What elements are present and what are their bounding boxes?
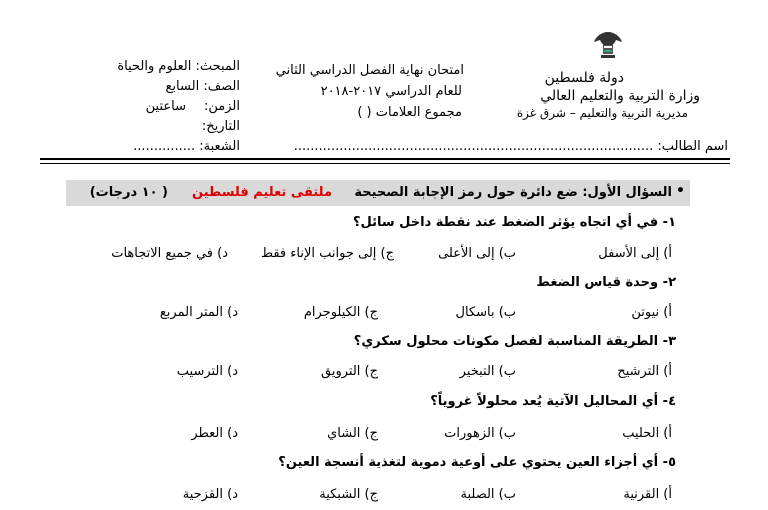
q4-option-c[interactable]: ج) الشاي: [327, 426, 378, 441]
question-3: ٣- الطريقة المناسبة لفصل مكونات محلول سكري؟: [353, 334, 676, 349]
q2-option-b[interactable]: ب) باسكال: [455, 305, 516, 320]
palestine-emblem-icon: [590, 28, 626, 60]
time-value: ساعتين: [145, 99, 186, 114]
question-5: ٥- أي أجزاء العين يحتوي على أوعية دموية لتغذية أنسجة العين؟: [278, 455, 676, 470]
q1-option-b[interactable]: ب) إلى الأعلى: [438, 246, 516, 261]
q5-option-d[interactable]: د) القزحية: [182, 487, 238, 502]
header-state: دولة فلسطين: [544, 70, 624, 86]
question-4: ٤- أي المحاليل الآتية يُعد محلولاً غروياً؟: [430, 394, 676, 409]
question-2: ٢- وحدة قياس الضغط: [536, 275, 676, 290]
q2-option-c[interactable]: ج) الكيلوجرام: [303, 305, 378, 320]
q2-option-a[interactable]: أ) نيوتن: [631, 305, 672, 320]
subject-field: المبحث: العلوم والحياة: [117, 59, 240, 74]
date-field: التاريخ:: [201, 119, 240, 134]
header-divider-thick: [40, 158, 730, 160]
q1-option-a[interactable]: أ) إلى الأسفل: [598, 246, 672, 261]
header-directorate: مديرية التربية والتعليم – شرق غزة: [516, 106, 688, 120]
q4-option-b[interactable]: ب) الزهورات: [444, 426, 516, 441]
q4-option-a[interactable]: أ) الحليب: [622, 426, 672, 441]
header-divider-thin: [40, 163, 730, 164]
header-ministry: وزارة التربية والتعليم العالي: [540, 88, 700, 104]
q3-option-d[interactable]: د) الترسيب: [176, 364, 238, 379]
q3-option-c[interactable]: ج) الترويق: [320, 364, 378, 379]
watermark-text: ملتقى تعليم فلسطين: [192, 185, 332, 200]
section-marks: ( ١٠ درجات): [89, 185, 168, 200]
exam-title: امتحان نهاية الفصل الدراسي الثاني: [275, 63, 464, 78]
q2-option-d[interactable]: د) المتر المربع: [159, 305, 238, 320]
student-name-field: اسم الطالب: .......................................................................................: [293, 139, 728, 154]
grade-field: الصف: السابع: [165, 79, 240, 94]
q5-option-a[interactable]: أ) القرنية: [623, 487, 672, 502]
q4-option-d[interactable]: د) العطر: [191, 426, 238, 441]
q5-option-c[interactable]: ج) الشبكية: [319, 487, 378, 502]
section-field: الشعبة: ...............: [133, 139, 240, 154]
q1-option-c[interactable]: ج) إلى جوانب الإناء فقط: [261, 246, 394, 261]
q3-option-a[interactable]: أ) الترشيح: [617, 364, 672, 379]
section-title: السؤال الأول: ضع دائرة حول رمز الإجابة الصحيحة: [354, 185, 672, 200]
time-label: الزمن:: [204, 99, 240, 114]
academic-year: للعام الدراسي ٢٠١٧-٢٠١٨: [320, 84, 462, 99]
question-1: ١- في أي اتجاه يؤثر الضغط عند نقطة داخل سائل؟: [352, 215, 676, 230]
total-marks: مجموع العلامات ( ): [357, 105, 462, 120]
q3-option-b[interactable]: ب) التبخير: [459, 364, 516, 379]
bullet-icon: •: [676, 183, 685, 199]
q5-option-b[interactable]: ب) الصلبة: [460, 487, 516, 502]
q1-option-d[interactable]: د) في جميع الاتجاهات: [111, 246, 228, 261]
